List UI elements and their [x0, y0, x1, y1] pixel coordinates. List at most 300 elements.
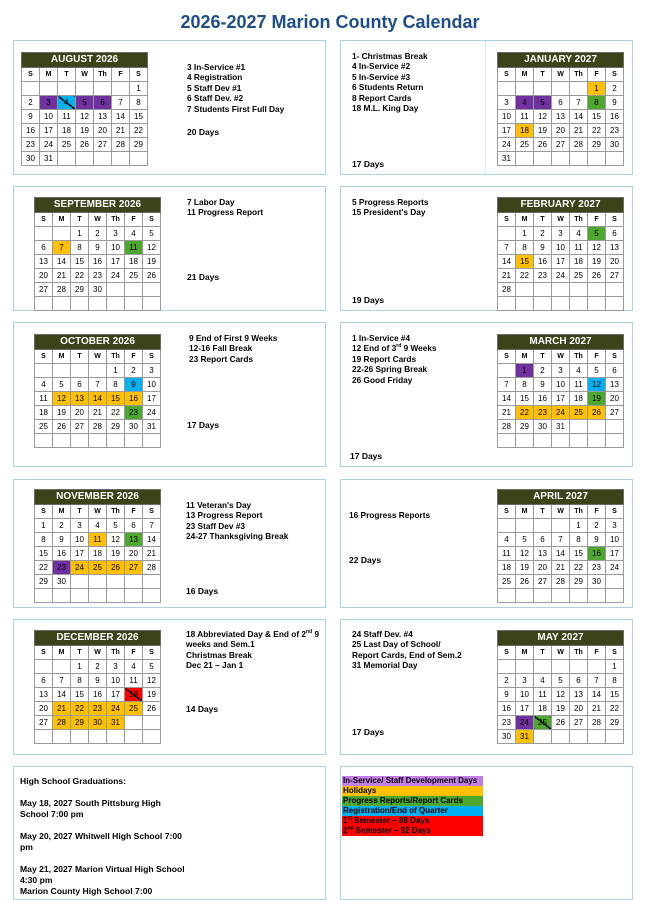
- day-cell: 20: [71, 406, 89, 420]
- empty-cell: [89, 297, 107, 311]
- day-cell: 3: [498, 96, 516, 110]
- day-cell: 10: [143, 378, 161, 392]
- day-cell: 19: [534, 124, 552, 138]
- empty-cell: [125, 434, 143, 448]
- day-cell: 8: [107, 378, 125, 392]
- page-title: 2026-2027 Marion County Calendar: [180, 12, 480, 32]
- empty-cell: [498, 519, 516, 533]
- day-cell: 1: [570, 519, 588, 533]
- day-cell: 22: [588, 124, 606, 138]
- empty-cell: [606, 589, 624, 603]
- empty-cell: [552, 283, 570, 297]
- day-cell: 3: [516, 674, 534, 688]
- day-cell: 16: [125, 392, 143, 406]
- day-cell: 14: [53, 688, 71, 702]
- day-cell: 16: [498, 702, 516, 716]
- empty-cell: [588, 152, 606, 166]
- jan-divider: [485, 41, 486, 174]
- weekday-header: Th: [570, 68, 588, 82]
- weekday-header: S: [606, 68, 624, 82]
- day-cell: 3: [71, 519, 89, 533]
- day-cell: 26: [107, 561, 125, 575]
- empty-cell: [76, 152, 94, 166]
- day-cell: 2: [125, 364, 143, 378]
- mar-events: [352, 333, 494, 385]
- empty-cell: [35, 364, 53, 378]
- empty-cell: [570, 297, 588, 311]
- day-cell: 15: [516, 392, 534, 406]
- empty-cell: [498, 660, 516, 674]
- weekday-header: Th: [94, 68, 112, 82]
- empty-cell: [570, 589, 588, 603]
- day-cell: 4: [516, 96, 534, 110]
- day-cell: 24: [143, 406, 161, 420]
- day-cell: 10: [40, 110, 58, 124]
- empty-cell: [570, 434, 588, 448]
- day-cell: 2: [534, 364, 552, 378]
- weekday-header: Th: [107, 213, 125, 227]
- day-cell: 17: [606, 547, 624, 561]
- empty-cell: [606, 152, 624, 166]
- day-cell: 25: [570, 406, 588, 420]
- empty-cell: [552, 297, 570, 311]
- empty-cell: [58, 82, 76, 96]
- event-item: 5 Progress Reports: [352, 197, 429, 207]
- day-cell: 20: [35, 702, 53, 716]
- empty-cell: [570, 152, 588, 166]
- day-cell: 4: [58, 96, 76, 110]
- day-cell: 19: [107, 547, 125, 561]
- day-cell: 19: [143, 688, 161, 702]
- weekday-header: S: [35, 350, 53, 364]
- day-cell: 29: [516, 420, 534, 434]
- day-cell: 21: [53, 269, 71, 283]
- empty-cell: [53, 589, 71, 603]
- nov-day-count: 16 Days: [186, 586, 219, 596]
- weekday-header: T: [534, 213, 552, 227]
- day-cell: 9: [53, 533, 71, 547]
- weekday-header: M: [40, 68, 58, 82]
- weekday-header: S: [35, 505, 53, 519]
- weekday-header: S: [498, 350, 516, 364]
- event-item: 1- Christmas Break: [352, 51, 428, 61]
- empty-cell: [71, 589, 89, 603]
- day-cell: 18: [89, 547, 107, 561]
- empty-cell: [606, 730, 624, 744]
- day-cell: 23: [606, 124, 624, 138]
- empty-cell: [516, 589, 534, 603]
- event-item: 5 Staff Dev #1: [187, 82, 242, 93]
- nov-events: [186, 500, 324, 542]
- day-cell: 28: [588, 716, 606, 730]
- day-cell: 12: [588, 378, 606, 392]
- month-name: APRIL 2027: [498, 490, 624, 505]
- day-cell: 22: [71, 702, 89, 716]
- day-cell: 24: [606, 561, 624, 575]
- event-item: Report Cards, End of Sem.2: [352, 649, 462, 660]
- event-item: 1 In-Service #4: [352, 333, 411, 343]
- month-name: JANUARY 2027: [498, 53, 624, 68]
- sep-events: [187, 197, 325, 218]
- empty-cell: [112, 152, 130, 166]
- day-cell: 5: [107, 519, 125, 533]
- day-cell: 1: [71, 660, 89, 674]
- day-cell: 26: [534, 138, 552, 152]
- event-item: Dec 21 – Jan 1: [186, 660, 244, 671]
- day-cell: 24: [552, 406, 570, 420]
- day-cell: 21: [143, 547, 161, 561]
- day-cell: 26: [53, 420, 71, 434]
- legend-registration: Registration/End of Quarter: [342, 806, 483, 816]
- empty-cell: [125, 716, 143, 730]
- day-cell: 18: [570, 392, 588, 406]
- empty-cell: [143, 575, 161, 589]
- day-cell: 8: [516, 241, 534, 255]
- empty-cell: [552, 152, 570, 166]
- day-cell: 9: [89, 674, 107, 688]
- empty-cell: [125, 575, 143, 589]
- day-cell: 16: [534, 255, 552, 269]
- event-item: 16 Progress Reports: [349, 510, 431, 520]
- empty-cell: [588, 589, 606, 603]
- empty-cell: [71, 297, 89, 311]
- day-cell: 28: [498, 420, 516, 434]
- aug-events: [187, 62, 325, 114]
- weekday-header: Th: [107, 505, 125, 519]
- weekday-header: S: [143, 350, 161, 364]
- day-cell: 6: [552, 96, 570, 110]
- day-cell: 3: [143, 364, 161, 378]
- empty-cell: [534, 730, 552, 744]
- empty-cell: [130, 152, 148, 166]
- day-cell: 14: [498, 392, 516, 406]
- day-cell: 18: [534, 702, 552, 716]
- day-cell: 13: [606, 378, 624, 392]
- day-cell: 27: [606, 269, 624, 283]
- empty-cell: [516, 519, 534, 533]
- event-item: 4 Registration: [187, 72, 243, 83]
- event-item: 31 Memorial Day: [352, 660, 418, 671]
- day-cell: 27: [94, 138, 112, 152]
- day-cell: 8: [516, 378, 534, 392]
- empty-cell: [534, 152, 552, 166]
- weekday-header: Th: [570, 505, 588, 519]
- empty-cell: [35, 660, 53, 674]
- day-cell: 28: [570, 138, 588, 152]
- empty-cell: [143, 283, 161, 297]
- day-cell: 2: [606, 82, 624, 96]
- day-cell: 7: [588, 674, 606, 688]
- weekday-header: T: [71, 646, 89, 660]
- day-cell: 14: [89, 392, 107, 406]
- day-cell: 22: [516, 406, 534, 420]
- empty-cell: [107, 283, 125, 297]
- day-cell: 26: [516, 575, 534, 589]
- empty-cell: [125, 589, 143, 603]
- month-name: OCTOBER 2026: [35, 335, 161, 350]
- event-item: 12-16 Fall Break: [189, 343, 253, 354]
- day-cell: 23: [89, 702, 107, 716]
- legend-semester-1: 1st Semester – 88 Days: [342, 816, 483, 826]
- empty-cell: [53, 227, 71, 241]
- day-cell: 28: [112, 138, 130, 152]
- empty-cell: [71, 364, 89, 378]
- day-cell: 25: [125, 269, 143, 283]
- day-cell: 7: [89, 378, 107, 392]
- day-cell: 11: [89, 533, 107, 547]
- empty-cell: [534, 297, 552, 311]
- event-item: 9 End of First 9 Weeks: [189, 333, 278, 343]
- day-cell: 10: [552, 378, 570, 392]
- event-item: 6 Students Return: [352, 82, 424, 93]
- weekday-header: W: [552, 68, 570, 82]
- day-cell: 1: [107, 364, 125, 378]
- empty-cell: [534, 434, 552, 448]
- empty-cell: [516, 152, 534, 166]
- november-2026-calendar: [34, 489, 161, 603]
- day-cell: 23: [53, 561, 71, 575]
- weekday-header: S: [498, 646, 516, 660]
- day-cell: 16: [89, 255, 107, 269]
- weekday-header: T: [534, 68, 552, 82]
- day-cell: 29: [71, 283, 89, 297]
- month-name: AUGUST 2026: [22, 53, 148, 68]
- empty-cell: [534, 283, 552, 297]
- empty-cell: [35, 589, 53, 603]
- month-name: MAY 2027: [498, 631, 624, 646]
- day-cell: 19: [552, 702, 570, 716]
- may-events: [352, 629, 492, 671]
- day-cell: 28: [552, 575, 570, 589]
- empty-cell: [35, 227, 53, 241]
- day-cell: 14: [53, 255, 71, 269]
- day-cell: 29: [570, 575, 588, 589]
- weekday-header: W: [89, 350, 107, 364]
- day-cell: 13: [125, 533, 143, 547]
- weekday-header: S: [143, 213, 161, 227]
- day-cell: 30: [53, 575, 71, 589]
- day-cell: 8: [71, 674, 89, 688]
- weekday-header: S: [143, 505, 161, 519]
- event-item: 15 President's Day: [352, 207, 426, 218]
- weekday-header: S: [35, 646, 53, 660]
- day-cell: 9: [534, 378, 552, 392]
- weekday-header: F: [588, 505, 606, 519]
- empty-cell: [570, 82, 588, 96]
- weekday-header: F: [125, 213, 143, 227]
- december-2026-calendar: [34, 630, 161, 744]
- day-cell: 2: [588, 519, 606, 533]
- day-cell: 17: [498, 124, 516, 138]
- day-cell: 22: [107, 406, 125, 420]
- day-cell: 27: [125, 561, 143, 575]
- event-item: 8 Report Cards: [352, 92, 412, 103]
- day-cell: 20: [534, 561, 552, 575]
- day-cell: 11: [570, 241, 588, 255]
- day-cell: 19: [588, 255, 606, 269]
- day-cell: 4: [498, 533, 516, 547]
- empty-cell: [588, 283, 606, 297]
- weekday-header: W: [76, 68, 94, 82]
- day-cell: 30: [89, 283, 107, 297]
- weekday-header: F: [588, 646, 606, 660]
- day-cell: 13: [606, 241, 624, 255]
- day-cell: 7: [570, 96, 588, 110]
- day-cell: 18: [516, 124, 534, 138]
- day-cell: 15: [107, 392, 125, 406]
- event-item: 6 Staff Dev. #2: [187, 93, 244, 104]
- day-cell: 1: [588, 82, 606, 96]
- day-cell: 23: [125, 406, 143, 420]
- weekday-header: M: [53, 505, 71, 519]
- day-cell: 7: [53, 241, 71, 255]
- weekday-header: Th: [570, 213, 588, 227]
- day-cell: 1: [516, 364, 534, 378]
- day-cell: 14: [112, 110, 130, 124]
- mar-day-count: 17 Days: [350, 451, 383, 461]
- legend-holidays: Holidays: [342, 786, 483, 796]
- day-cell: 29: [35, 575, 53, 589]
- day-cell: 31: [143, 420, 161, 434]
- weekday-header: W: [552, 350, 570, 364]
- weekday-header: W: [89, 505, 107, 519]
- weekday-header: Th: [570, 646, 588, 660]
- day-cell: 26: [552, 716, 570, 730]
- weekday-header: T: [534, 350, 552, 364]
- day-cell: 22: [35, 561, 53, 575]
- day-cell: 20: [606, 255, 624, 269]
- day-cell: 18: [58, 124, 76, 138]
- day-cell: 14: [143, 533, 161, 547]
- empty-cell: [552, 660, 570, 674]
- day-cell: 20: [552, 124, 570, 138]
- day-cell: 12: [107, 533, 125, 547]
- day-cell: 4: [534, 674, 552, 688]
- event-item: 4 In-Service #2: [352, 61, 411, 72]
- day-cell: 8: [71, 241, 89, 255]
- day-cell: 23: [498, 716, 516, 730]
- empty-cell: [89, 364, 107, 378]
- empty-cell: [22, 82, 40, 96]
- day-cell: 12: [53, 392, 71, 406]
- day-cell: 20: [35, 269, 53, 283]
- day-cell: 16: [606, 110, 624, 124]
- empty-cell: [570, 283, 588, 297]
- day-cell: 9: [125, 378, 143, 392]
- day-cell: 3: [552, 227, 570, 241]
- empty-cell: [588, 434, 606, 448]
- october-2026-calendar: [34, 334, 161, 448]
- graduation-entry: May 18, 2027 South Pittsburg High School 7:00 pm: [20, 798, 161, 819]
- weekday-header: Th: [107, 350, 125, 364]
- day-cell: 21: [498, 269, 516, 283]
- day-cell: 19: [588, 392, 606, 406]
- empty-cell: [125, 283, 143, 297]
- sep-day-count: 21 Days: [187, 272, 220, 282]
- day-cell: 24: [107, 269, 125, 283]
- empty-cell: [53, 730, 71, 744]
- empty-cell: [143, 589, 161, 603]
- day-cell: 10: [107, 241, 125, 255]
- empty-cell: [516, 434, 534, 448]
- january-2027-calendar: [497, 52, 624, 166]
- day-cell: 16: [22, 124, 40, 138]
- empty-cell: [53, 434, 71, 448]
- day-cell: 7: [498, 378, 516, 392]
- weekday-header: T: [71, 505, 89, 519]
- day-cell: 11: [534, 688, 552, 702]
- day-cell: 6: [606, 227, 624, 241]
- day-cell: 3: [40, 96, 58, 110]
- day-cell: 26: [588, 406, 606, 420]
- weekday-header: S: [130, 68, 148, 82]
- oct-day-count: 17 Days: [187, 420, 220, 430]
- weekday-header: T: [71, 213, 89, 227]
- day-cell: 25: [570, 269, 588, 283]
- empty-cell: [71, 575, 89, 589]
- empty-cell: [570, 420, 588, 434]
- day-cell: 1: [606, 660, 624, 674]
- empty-cell: [552, 730, 570, 744]
- weekday-header: Th: [570, 350, 588, 364]
- day-cell: 27: [606, 406, 624, 420]
- day-cell: 20: [94, 124, 112, 138]
- weekday-header: M: [516, 213, 534, 227]
- weekday-header: M: [53, 213, 71, 227]
- event-item: 13 Progress Report: [186, 510, 263, 521]
- weekday-header: S: [143, 646, 161, 660]
- day-cell: 17: [40, 124, 58, 138]
- day-cell: 3: [552, 364, 570, 378]
- empty-cell: [588, 297, 606, 311]
- day-cell: 5: [552, 674, 570, 688]
- aug-day-count: 20 Days: [187, 127, 220, 137]
- day-cell: 15: [516, 255, 534, 269]
- day-cell: 28: [143, 561, 161, 575]
- weekday-header: F: [588, 213, 606, 227]
- day-cell: 13: [534, 547, 552, 561]
- day-cell: 12: [516, 547, 534, 561]
- day-cell: 10: [71, 533, 89, 547]
- weekday-header: M: [516, 68, 534, 82]
- day-cell: 5: [53, 378, 71, 392]
- day-cell: 18: [570, 255, 588, 269]
- month-name: FEBRUARY 2027: [498, 198, 624, 213]
- empty-cell: [534, 519, 552, 533]
- day-cell: 30: [22, 152, 40, 166]
- empty-cell: [570, 660, 588, 674]
- day-cell: 17: [71, 547, 89, 561]
- day-cell: 27: [35, 716, 53, 730]
- day-cell: 13: [552, 110, 570, 124]
- weekday-header: S: [606, 505, 624, 519]
- day-cell: 26: [143, 702, 161, 716]
- empty-cell: [89, 434, 107, 448]
- day-cell: 15: [130, 110, 148, 124]
- day-cell: 1: [516, 227, 534, 241]
- empty-cell: [606, 297, 624, 311]
- weekday-header: F: [125, 646, 143, 660]
- graduation-entry: Marion County High School 7:00: [20, 886, 153, 896]
- day-cell: 2: [53, 519, 71, 533]
- day-cell: 28: [53, 716, 71, 730]
- event-item: 24 Staff Dev. #4: [352, 629, 413, 639]
- day-cell: 25: [125, 702, 143, 716]
- weekday-header: W: [89, 646, 107, 660]
- empty-cell: [53, 660, 71, 674]
- event-item: 5 In-Service #3: [352, 71, 411, 82]
- empty-cell: [112, 82, 130, 96]
